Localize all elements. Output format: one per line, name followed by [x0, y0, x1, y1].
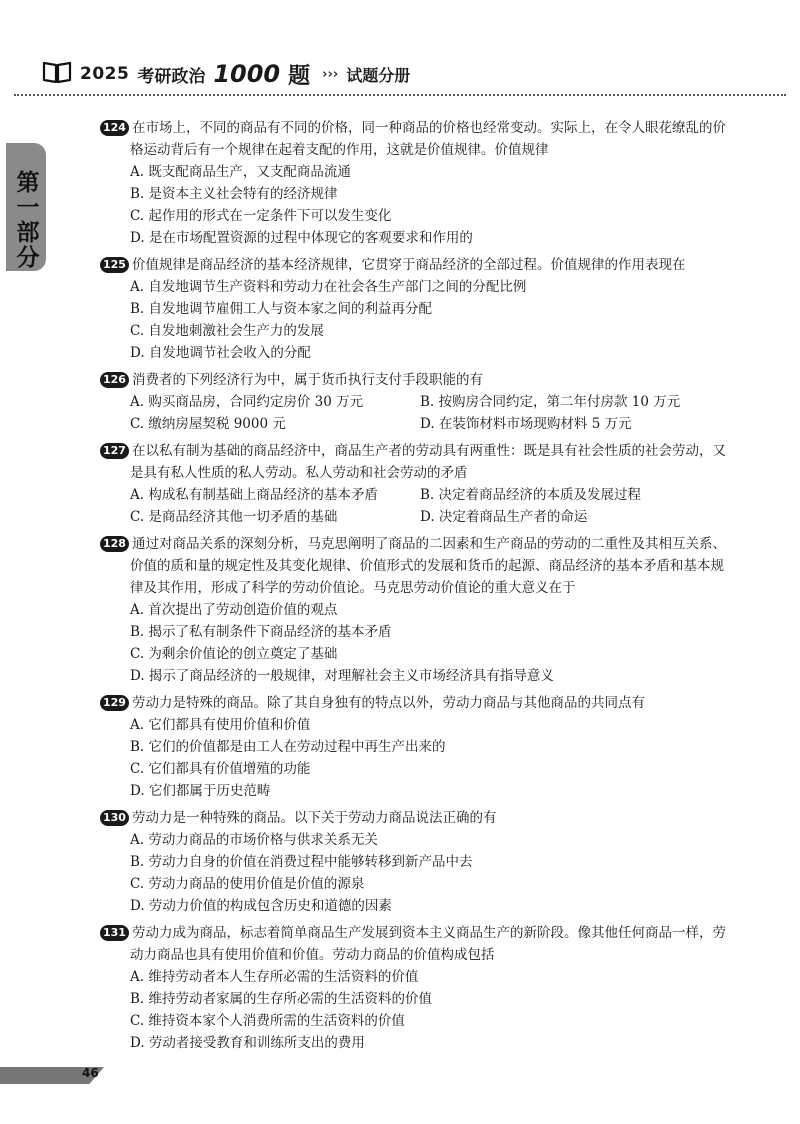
question-124	[100, 117, 726, 249]
page-header	[42, 58, 410, 90]
option-item: C. 起作用的形式在一定条件下可以发生变化	[130, 208, 392, 224]
option-item: C. 是商品经济其他一切矛盾的基础	[130, 509, 338, 525]
question-125	[100, 254, 726, 364]
question-stem	[100, 440, 726, 484]
question-text: 劳动力是特殊的商品。除了其自身独有的特点以外，劳动力商品与其他商品的共同点有	[131, 695, 645, 711]
option-list	[130, 391, 726, 435]
option-item: D. 揭示了商品经济的一般规律，对理解社会主义市场经济具有指导意义	[130, 668, 554, 684]
option-item: C. 缴纳房屋契税 9000 元	[130, 416, 286, 432]
option-item: C. 劳动力商品的使用价值是价值的源泉	[130, 876, 365, 892]
question-number-badge: 131	[100, 925, 129, 941]
option-item: D. 是在市场配置资源的过程中体现它的客观要求和作用的	[130, 230, 473, 246]
option-item: C. 为剩余价值论的创立奠定了基础	[130, 646, 338, 662]
question-list	[100, 117, 726, 1059]
option-item: D. 劳动者接受教育和训练所支出的费用	[130, 1035, 365, 1051]
question-131	[100, 922, 726, 1054]
option-item: A. 自发地调节生产资料和劳动力在社会各生产部门之间的分配比例	[130, 279, 527, 295]
header-arrows: ›››	[322, 66, 339, 82]
question-stem	[100, 533, 726, 599]
option-item: C. 自发地刺激社会生产力的发展	[130, 323, 324, 339]
side-tab-label: 第一部分	[16, 170, 40, 271]
option-item: D. 它们都属于历史范畴	[130, 783, 271, 799]
question-number-badge: 124	[100, 120, 129, 136]
header-ti: 题	[288, 63, 311, 89]
question-text: 劳动力是一种特殊的商品。以下关于劳动力商品说法正确的有	[131, 810, 497, 826]
option-item: A. 既支配商品生产，又支配商品流通	[130, 164, 351, 180]
header-volume: 试题分册	[346, 65, 411, 85]
question-stem	[100, 692, 726, 714]
question-stem	[100, 807, 726, 829]
option-item: C. 维持资本家个人消费所需的生活资料的价值	[130, 1013, 405, 1029]
question-stem	[100, 369, 726, 391]
question-126	[100, 369, 726, 435]
question-number-badge: 127	[100, 443, 129, 459]
option-item: D. 自发地调节社会收入的分配	[130, 345, 311, 361]
option-item: A. 维持劳动者本人生存所必需的生活资料的价值	[130, 969, 419, 985]
option-list	[130, 599, 726, 687]
question-130	[100, 807, 726, 917]
page-number: 46	[82, 1066, 99, 1080]
option-list	[130, 161, 726, 249]
option-list	[130, 966, 726, 1054]
book-icon	[42, 60, 72, 88]
question-text: 价值规律是商品经济的基本经济规律，它贯穿于商品经济的全部过程。价值规律的作用表现在	[131, 257, 686, 273]
header-divider	[14, 94, 786, 96]
question-129	[100, 692, 726, 802]
option-item: B. 按购房合同约定，第二年付房款 10 万元	[420, 394, 681, 410]
option-item: B. 揭示了私有制条件下商品经济的基本矛盾	[130, 624, 392, 640]
question-text: 在市场上，不同的商品有不同的价格，同一种商品的价格也经常变动。实际上，在令人眼花缭乱的价格运动背后有一个规律在起着支配的作用，这就是价值规律。价值规律	[130, 120, 726, 158]
option-item: B. 维持劳动者家属的生存所必需的生活资料的价值	[130, 991, 433, 1007]
option-item: B. 决定着商品经济的本质及发展过程	[420, 487, 642, 503]
question-stem	[100, 922, 726, 966]
option-list	[130, 829, 726, 917]
option-item: D. 决定着商品生产者的命运	[420, 509, 588, 525]
header-year: 2025	[80, 64, 130, 84]
question-number-badge: 125	[100, 257, 129, 273]
option-item: D. 劳动力价值的构成包含历史和道德的因素	[130, 898, 392, 914]
option-list	[130, 484, 726, 528]
question-127	[100, 440, 726, 528]
question-text: 劳动力成为商品，标志着简单商品生产发展到资本主义商品生产的新阶段。像其他任何商品一样，劳动力商品也具有使用价值和价值。劳动力商品的价值构成包括	[130, 925, 726, 963]
option-item: A. 它们都具有使用价值和价值	[130, 717, 311, 733]
question-stem	[100, 117, 726, 161]
header-subject: 考研政治	[137, 66, 206, 87]
question-number-badge: 126	[100, 372, 129, 388]
question-number-badge: 130	[100, 810, 129, 826]
question-128	[100, 533, 726, 687]
option-item: B. 是资本主义社会特有的经济规律	[130, 186, 338, 202]
question-text: 消费者的下列经济行为中，属于货币执行支付手段职能的有	[131, 372, 483, 388]
option-item: A. 首次提出了劳动创造价值的观点	[130, 602, 338, 618]
option-item: B. 自发地调节雇佣工人与资本家之间的利益再分配	[130, 301, 433, 317]
question-text: 通过对商品关系的深刻分析，马克思阐明了商品的二因素和生产商品的劳动的二重性及其相互关系、价值的质和量的规定性及其变化规律、价值形式的发展和货币的起源、商品经济的基本矛盾和基本规律及其作用，形成了科学的劳动价值论。马克思劳动价值论的重大意义在于	[130, 536, 726, 596]
option-item: A. 劳动力商品的市场价格与供求关系无关	[130, 832, 378, 848]
header-number: 1000	[213, 60, 281, 88]
option-list	[130, 714, 726, 802]
question-text: 在以私有制为基础的商品经济中，商品生产者的劳动具有两重性：既是具有社会性质的社会劳动，又是具有私人性质的私人劳动。私人劳动和社会劳动的矛盾	[130, 443, 726, 481]
question-stem	[100, 254, 726, 276]
option-list	[130, 276, 726, 364]
option-item: A. 构成私有制基础上商品经济的基本矛盾	[130, 487, 378, 503]
option-item: A. 购买商品房，合同约定房价 30 万元	[130, 394, 364, 410]
question-number-badge: 129	[100, 695, 129, 711]
side-section-tab	[6, 143, 46, 271]
option-item: C. 它们都具有价值增殖的功能	[130, 761, 311, 777]
question-number-badge: 128	[100, 536, 129, 552]
option-item: D. 在装饰材料市场现购材料 5 万元	[420, 416, 632, 432]
option-item: B. 劳动力自身的价值在消费过程中能够转移到新产品中去	[130, 854, 473, 870]
option-item: B. 它们的价值都是由工人在劳动过程中再生产出来的	[130, 739, 446, 755]
